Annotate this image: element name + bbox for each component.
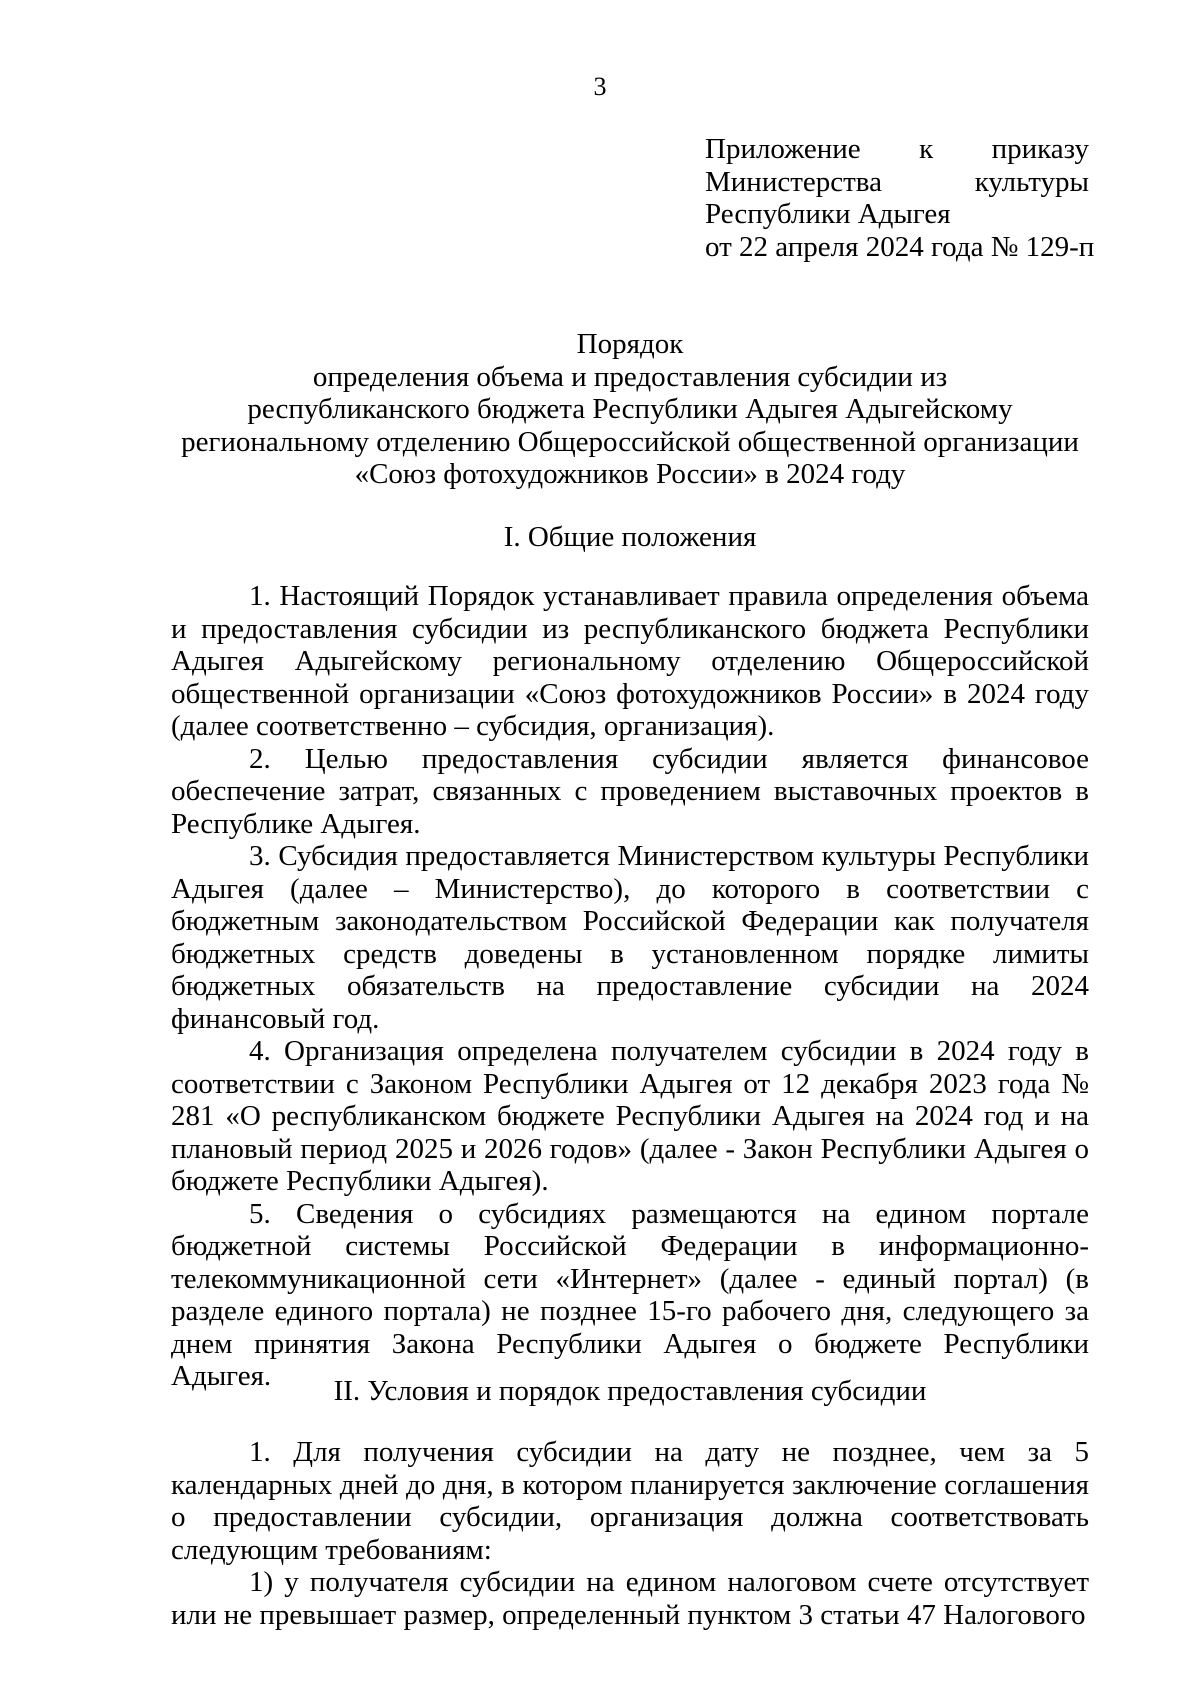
section-1-paragraph-3: 3. Субсидия предоставляется Министерством культуры Республики Адыгея (далее – Министерство), до которого в соответствии с бюджетным законодательством Российской Федерации как получателя бюджетных средств доведены в установленном порядке лимиты бюджетных обязательств на предоставление субсидии на 2024 финансовый год.: [171, 840, 1089, 1035]
section-1-paragraph-1: 1. Настоящий Порядок устанавливает правила определения объема и предоставления субсидии из республиканского бюджета Республики Адыгея Адыгейскому региональному отделению Общероссийской общественной организации «Союз фотохудожников России» в 2024 году (далее соответственно – субсидия, организация).: [171, 580, 1089, 742]
title-line-3: республиканского бюджета Республики Адыгея Адыгейскому: [247, 393, 1013, 425]
section-1-body: [171, 580, 1089, 1393]
appendix-line-4: от 22 апреля 2024 года № 129-п: [705, 230, 1095, 263]
section-1-paragraph-2: 2. Целью предоставления субсидии является финансовое обеспечение затрат, связанных с проведением выставочных проектов в Республике Адыгея.: [171, 742, 1089, 840]
section-1-paragraph-5: 5. Сведения о субсидиях размещаются на едином портале бюджетной системы Российской Федерации в информационно-телекоммуникационной сети «Интернет» (далее - единый портал) (в разделе единого портала) не позднее 15-го рабочего дня, следующего за днем принятия Закона Республики Адыгея о бюджете Республики Адыгея.: [171, 1197, 1089, 1392]
title-line-5: «Союз фотохудожников России» в 2024 году: [354, 458, 906, 490]
appendix-line-3: Республики Адыгея: [705, 198, 951, 230]
title-line-1: Порядок: [576, 328, 684, 360]
appendix-line-1: Приложение к приказу: [705, 133, 1089, 165]
section-1-paragraph-4: 4. Организация определена получателем субсидии в 2024 году в соответствии с Законом Республики Адыгея от 12 декабря 2023 года № 281 «О республиканском бюджете Республики Адыгея на 2024 год и на плановый период 2025 и 2026 годов» (далее - Закон Республики Адыгея о бюджете Республики Адыгея).: [171, 1035, 1089, 1197]
appendix-line-2: Министерства культуры: [705, 165, 1089, 198]
title-line-4: региональному отделению Общероссийской общественной организации: [181, 425, 1079, 458]
document-title: [170, 328, 1090, 491]
title-line-2: определения объема и предоставления субсидии из: [312, 360, 948, 393]
page-number: 3: [593, 72, 607, 101]
section-1-heading: I. Общие положения: [503, 521, 757, 553]
section-2-paragraph-2: 1) у получателя субсидии на едином налоговом счете отсутствует или не превышает размер, определенный пунктом 3 статьи 47 Налогового: [171, 1566, 1089, 1631]
section-2-heading: II. Условия и порядок предоставления субсидии: [333, 1375, 927, 1407]
appendix-header: [705, 133, 1095, 263]
section-2-paragraph-1: 1. Для получения субсидии на дату не позднее, чем за 5 календарных дней до дня, в котором планируется заключение соглашения о предоставлении субсидии, организация должна соответствовать следующим требованиям:: [171, 1436, 1089, 1566]
section-2-body: [171, 1436, 1089, 1631]
